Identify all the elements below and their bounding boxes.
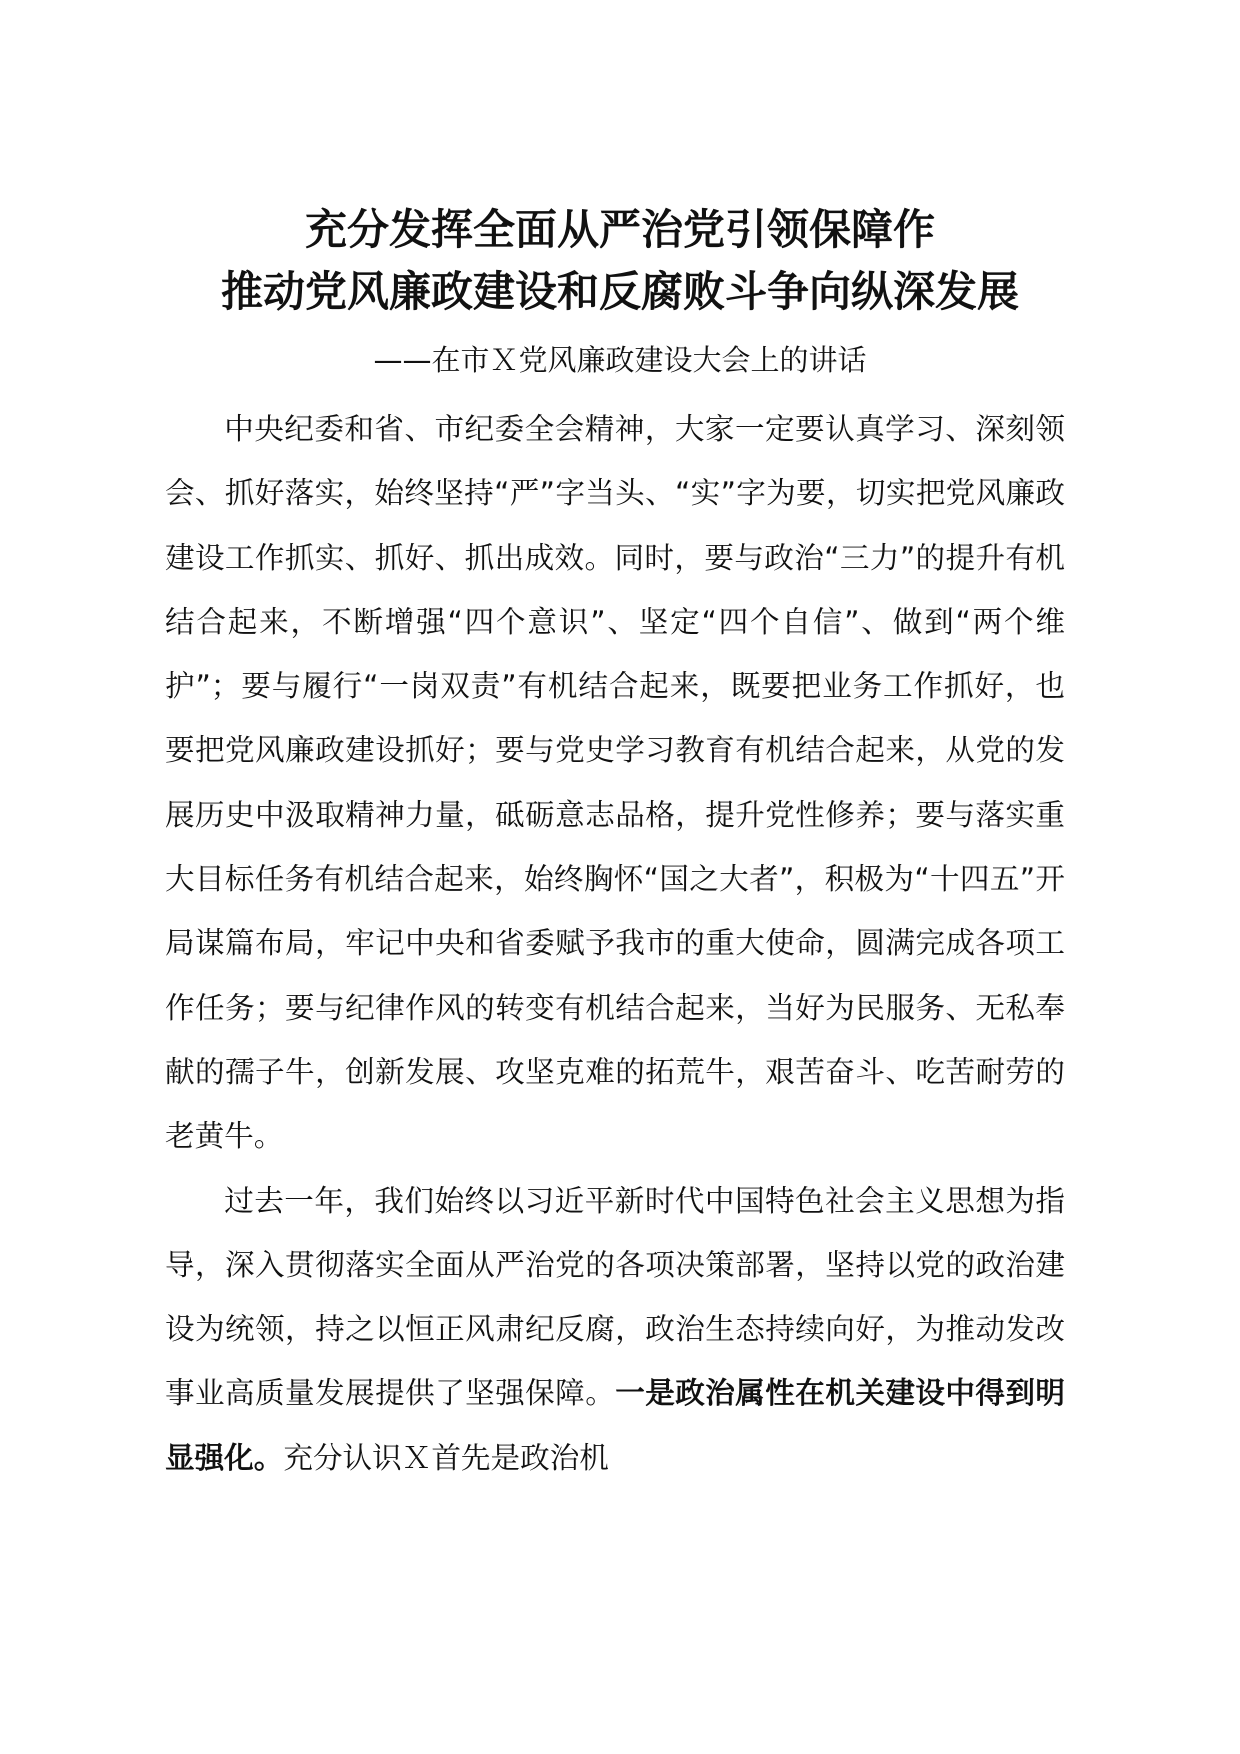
document-title-line-2: 推动党风廉政建设和反腐败斗争向纵深发展 <box>220 267 1019 316</box>
paragraph-2-bold-heading: 一是政治属性在机关建设中得到明显强化。 <box>165 1376 1066 1475</box>
paragraph-2-tail: 充分认识Ｘ首先是政治机 <box>283 1440 609 1475</box>
document-body <box>165 397 1065 1490</box>
paragraph-2 <box>165 1169 1065 1490</box>
document-subtitle: ——在市Ｘ党风廉政建设大会上的讲话 <box>373 343 867 377</box>
document-title-line-1: 充分发挥全面从严治党引领保障作 <box>304 205 935 254</box>
paragraph-2-text: 过去一年，我们始终以习近平新时代中国特色社会主义思想为指导，深入贯彻落实全面从严治党的各项决策部署，坚持以党的政治建设为统领，持之以恒正风肃纪反腐，政治生态持续向好，为推动发改事业高质量发展提供了坚强保障。 <box>165 1183 1065 1411</box>
paragraph-1: 中央纪委和省、市纪委全会精神，大家一定要认真学习、深刻领会、抓好落实，始终坚持“严”字当头、“实”字为要，切实把党风廉政建设工作抓实、抓好、抓出成效。同时，要与政治“三力”的提升有机结合起来，不断增强“四个意识”、坚定“四个自信”、做到“两个维护”；要与履行“一岗双责”有机结合起来，既要把业务工作抓好，也要把党风廉政建设抓好；要与党史学习教育有机结合起来，从党的发展历史中汲取精神力量，砥砺意志品格，提升党性修养；要与落实重大目标任务有机结合起来，始终胸怀“国之大者”，积极为“十四五”开局谋篇布局，牢记中央和省委赋予我市的重大使命，圆满完成各项工作任务；要与纪律作风的转变有机结合起来，当好为民服务、无私奉献的孺子牛，创新发展、攻坚克难的拓荒牛，艰苦奋斗、吃苦耐劳的老黄牛。 <box>165 412 1065 1154</box>
